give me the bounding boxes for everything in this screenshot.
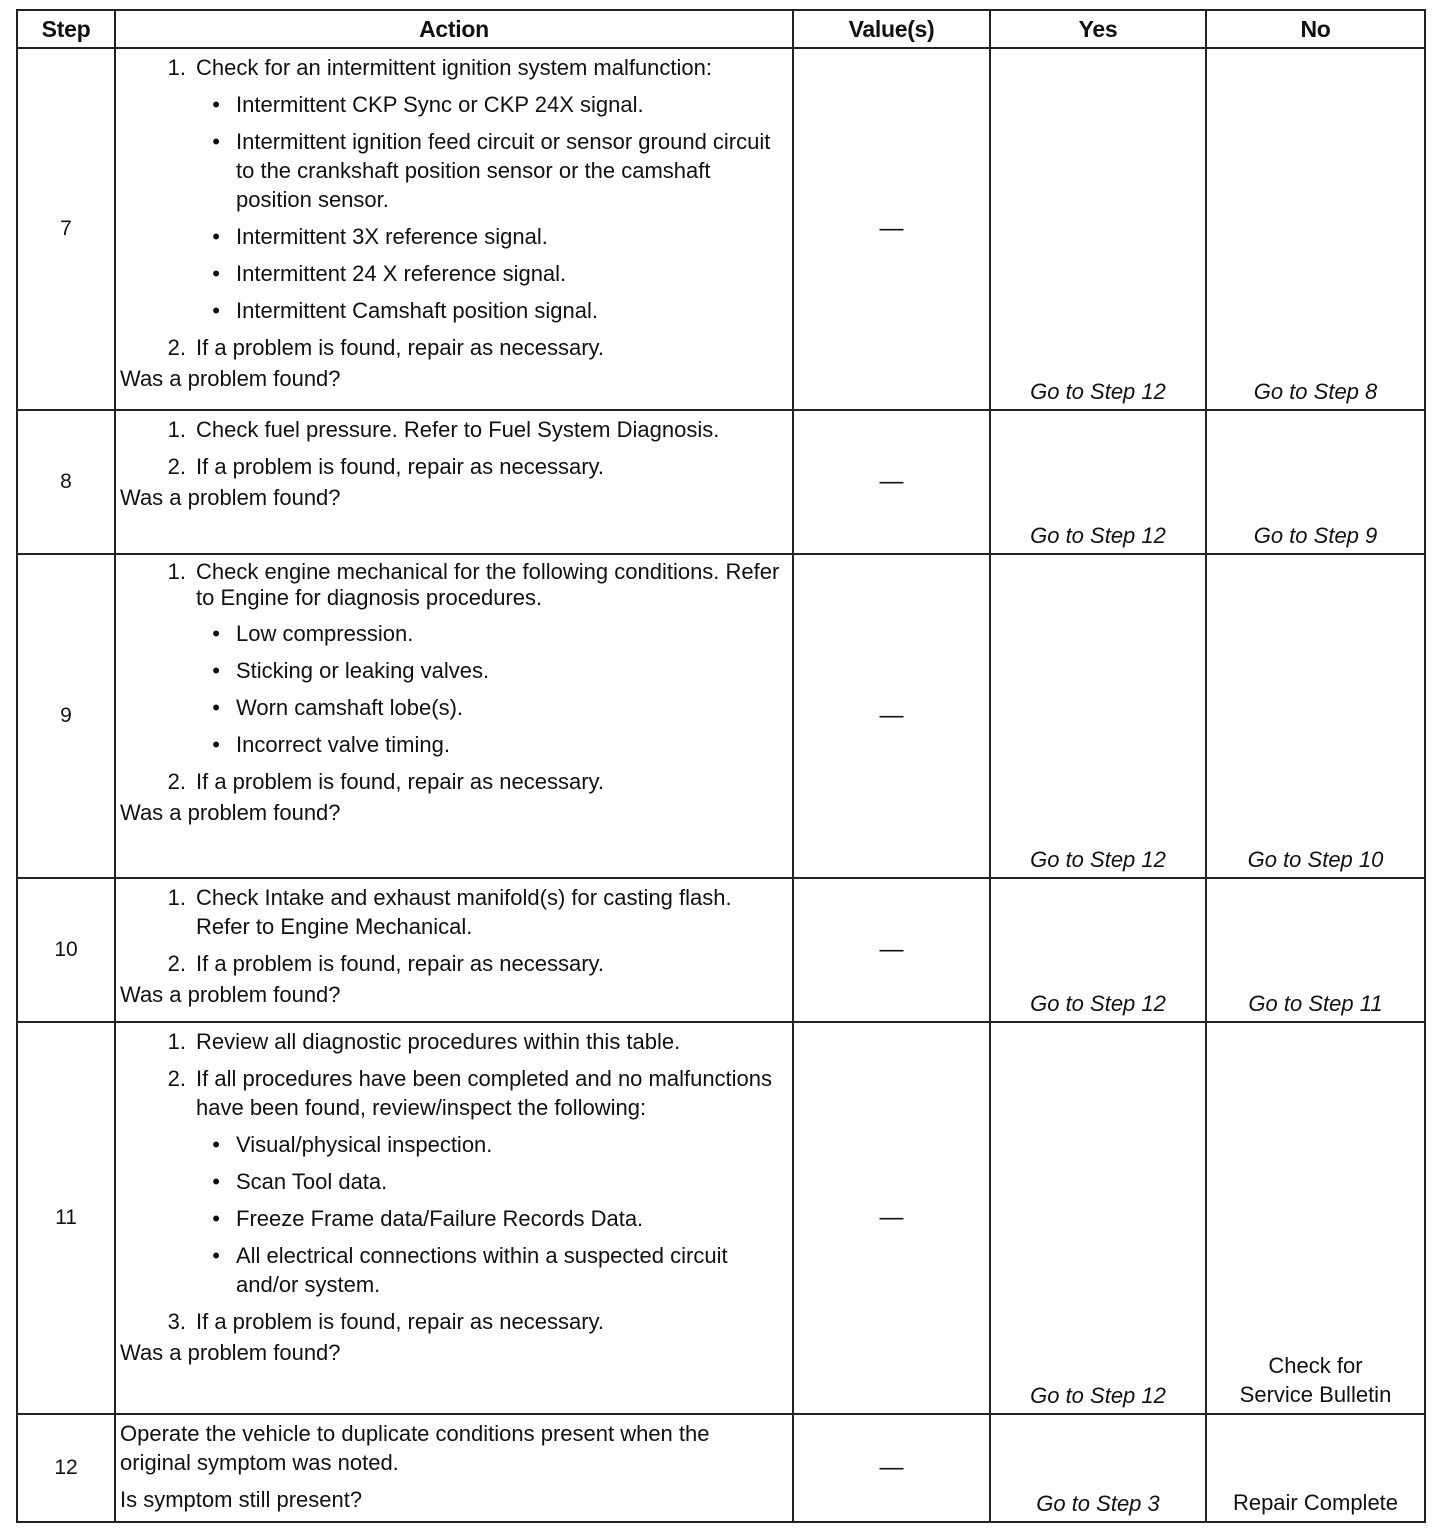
value-cell: — (793, 410, 990, 554)
action-item: 1. Check engine mechanical for the following conditions. Refer to Engine for diagnosis procedures. (167, 559, 780, 610)
value-cell: — (793, 878, 990, 1022)
action-bullet: • Intermittent ignition feed circuit or sensor ground circuit to the crankshaft position sensor or the camshaft position sensor. (212, 129, 771, 212)
value-cell: — (793, 48, 990, 410)
action-bullet: • Freeze Frame data/Failure Records Data. (212, 1206, 644, 1231)
yes-link[interactable]: Go to Step 12 (990, 554, 1206, 878)
action-text: Operate the vehicle to duplicate conditions present when the original symptom was noted. (120, 1421, 710, 1475)
action-bullet: • Intermittent Camshaft position signal. (212, 298, 598, 323)
action-cell (115, 48, 793, 410)
action-item: 2. If a problem is found, repair as necessary. (167, 335, 605, 360)
table-row-step-7 (17, 48, 1425, 410)
value-cell: — (793, 1022, 990, 1414)
action-item: 1. Review all diagnostic procedures within this table. (167, 1029, 681, 1054)
header-no: No (1206, 10, 1425, 48)
table-row-step-12 (17, 1414, 1425, 1522)
yes-link[interactable]: Go to Step 12 (990, 878, 1206, 1022)
no-link[interactable]: Go to Step 8 (1206, 48, 1425, 410)
value-cell: — (793, 1414, 990, 1522)
action-question: Was a problem found? (120, 485, 341, 510)
table-row-step-8 (17, 410, 1425, 554)
no-link[interactable]: Repair Complete (1206, 1414, 1425, 1522)
step-number: 12 (17, 1414, 115, 1522)
step-number: 10 (17, 878, 115, 1022)
header-yes: Yes (990, 10, 1206, 48)
table-row-step-11 (17, 1022, 1425, 1414)
action-item: 2. If all procedures have been completed and no malfunctions have been found, review/inspect the following: (167, 1066, 773, 1120)
action-cell (115, 410, 793, 554)
action-question: Was a problem found? (120, 982, 341, 1007)
step-number: 7 (17, 48, 115, 410)
table-row-step-9 (17, 554, 1425, 878)
action-question: Was a problem found? (120, 366, 341, 391)
action-bullet: • Visual/physical inspection. (212, 1132, 493, 1157)
action-bullet: • Intermittent 24 X reference signal. (212, 261, 567, 286)
action-bullet: • Intermittent CKP Sync or CKP 24X signal. (212, 92, 644, 117)
action-bullet: • All electrical connections within a suspected circuit and/or system. (212, 1243, 728, 1297)
no-line-2: Service Bulletin (1239, 1382, 1392, 1407)
step-number: 8 (17, 410, 115, 554)
step-number: 11 (17, 1022, 115, 1414)
no-link[interactable]: Go to Step 10 (1206, 554, 1425, 878)
value-cell: — (793, 554, 990, 878)
action-item: 1. Check Intake and exhaust manifold(s) for casting flash. Refer to Engine Mechanical. (167, 885, 732, 939)
action-item: 2. If a problem is found, repair as necessary. (167, 769, 605, 794)
action-cell (115, 878, 793, 1022)
header-values: Value(s) (793, 10, 990, 48)
no-link[interactable]: Go to Step 11 (1206, 878, 1425, 1022)
header-row (17, 10, 1425, 48)
no-link[interactable]: Go to Step 9 (1206, 410, 1425, 554)
yes-link[interactable]: Go to Step 12 (990, 410, 1206, 554)
no-line-1: Check for (1268, 1353, 1363, 1378)
action-item: 2. If a problem is found, repair as necessary. (167, 951, 605, 976)
action-bullet: • Incorrect valve timing. (212, 732, 450, 757)
action-question: Is symptom still present? (120, 1487, 363, 1512)
action-bullet: • Worn camshaft lobe(s). (212, 695, 464, 720)
action-bullet: • Low compression. (212, 621, 414, 646)
header-step: Step (17, 10, 115, 48)
action-bullet: • Sticking or leaking valves. (212, 658, 490, 683)
action-item: 1. Check for an intermittent ignition system malfunction: (167, 55, 713, 80)
yes-link[interactable]: Go to Step 12 (990, 48, 1206, 410)
action-question: Was a problem found? (120, 800, 341, 825)
diagnostic-table (16, 9, 1426, 1523)
action-bullet: • Scan Tool data. (212, 1169, 388, 1194)
action-bullet: • Intermittent 3X reference signal. (212, 224, 548, 249)
action-item: 1. Check fuel pressure. Refer to Fuel System Diagnosis. (167, 417, 720, 442)
yes-link[interactable]: Go to Step 12 (990, 1022, 1206, 1414)
action-item: 2. If a problem is found, repair as necessary. (167, 454, 605, 479)
table-row-step-10 (17, 878, 1425, 1022)
action-cell (115, 1414, 793, 1522)
action-cell (115, 1022, 793, 1414)
no-link[interactable] (1206, 1022, 1425, 1414)
yes-link[interactable]: Go to Step 3 (990, 1414, 1206, 1522)
step-number: 9 (17, 554, 115, 878)
action-question: Was a problem found? (120, 1340, 341, 1365)
header-action: Action (115, 10, 793, 48)
action-cell (115, 554, 793, 878)
action-item: 3. If a problem is found, repair as necessary. (167, 1309, 605, 1334)
